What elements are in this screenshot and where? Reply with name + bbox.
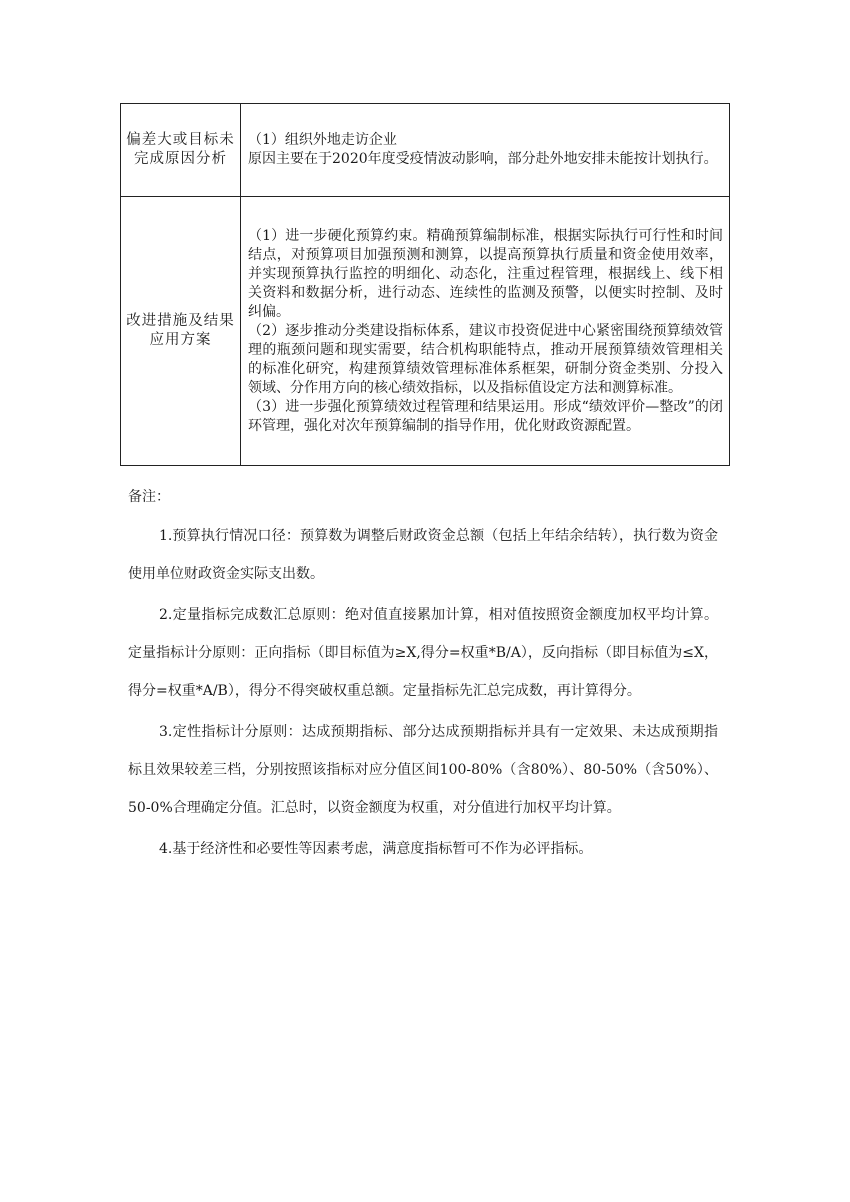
content-paragraph: （1）组织外地走访企业 <box>248 132 397 148</box>
note-item: 1.预算执行情况口径：预算数为调整后财政资金总额（包括上年结余结转），执行数为资金使用单位财政资金实际支出数。 <box>128 528 718 582</box>
content-paragraph: （2）逐步推动分类建设指标体系，建议市投资促进中心紧密围绕预算绩效管理的瓶颈问题和现实需要，结合机构职能特点，推动开展预算绩效管理相关的标准化研究，构建预算绩效管理标准体系框架，研制分资金类别、分投入领域、分作用方向的核心绩效指标，以及指标值设定方法和测算标准。 <box>248 322 723 396</box>
table-row-improvement-plan <box>121 197 730 466</box>
note-item: 4.基于经济性和必要性等因素考虑，满意度指标暂可不作为必评指标。 <box>159 841 593 857</box>
content-paragraph: 原因主要在于2020年度受疫情波动影响，部分赴外地安排未能按计划执行。 <box>248 151 718 167</box>
row-label: 改进措施及结果应用方案 <box>121 197 241 466</box>
evaluation-table <box>120 103 730 466</box>
notes-section <box>128 478 718 871</box>
content-paragraph: （3）进一步强化预算绩效过程管理和结果运用。形成“绩效评价—整改”的闭环管理，强化对次年预算编制的指导作用，优化财政资源配置。 <box>248 398 723 434</box>
row-content <box>241 104 730 197</box>
note-item: 2.定量指标完成数汇总原则：绝对值直接累加计算，相对值按照资金额度加权平均计算。定量指标计分原则：正向指标（即目标值为≥X,得分=权重*B/A），反向指标（即目标值为≤X，得分=权重*A/B），得分不得突破权重总额。定量指标先汇总完成数，再计算得分。 <box>128 607 718 699</box>
note-item: 3.定性指标计分原则：达成预期指标、部分达成预期指标并具有一定效果、未达成预期指标且效果较差三档，分别按照该指标对应分值区间100-80%（含80%）、80-50%（含50%）、50-0%合理确定分值。汇总时，以资金额度为权重，对分值进行加权平均计算。 <box>128 724 718 816</box>
row-content <box>241 197 730 466</box>
table-row-deviation-analysis <box>121 104 730 197</box>
notes-title: 备注： <box>128 489 170 505</box>
row-label: 偏差大或目标未完成原因分析 <box>121 104 241 197</box>
content-paragraph: （1）进一步硬化预算约束。精确预算编制标准，根据实际执行可行性和时间结点，对预算项目加强预测和测算，以提高预算执行质量和资金使用效率，并实现预算执行监控的明细化、动态化，注重过程管理，根据线上、线下相关资料和数据分析，进行动态、连续性的监测及预警，以便实时控制、及时纠偏。 <box>248 227 723 320</box>
